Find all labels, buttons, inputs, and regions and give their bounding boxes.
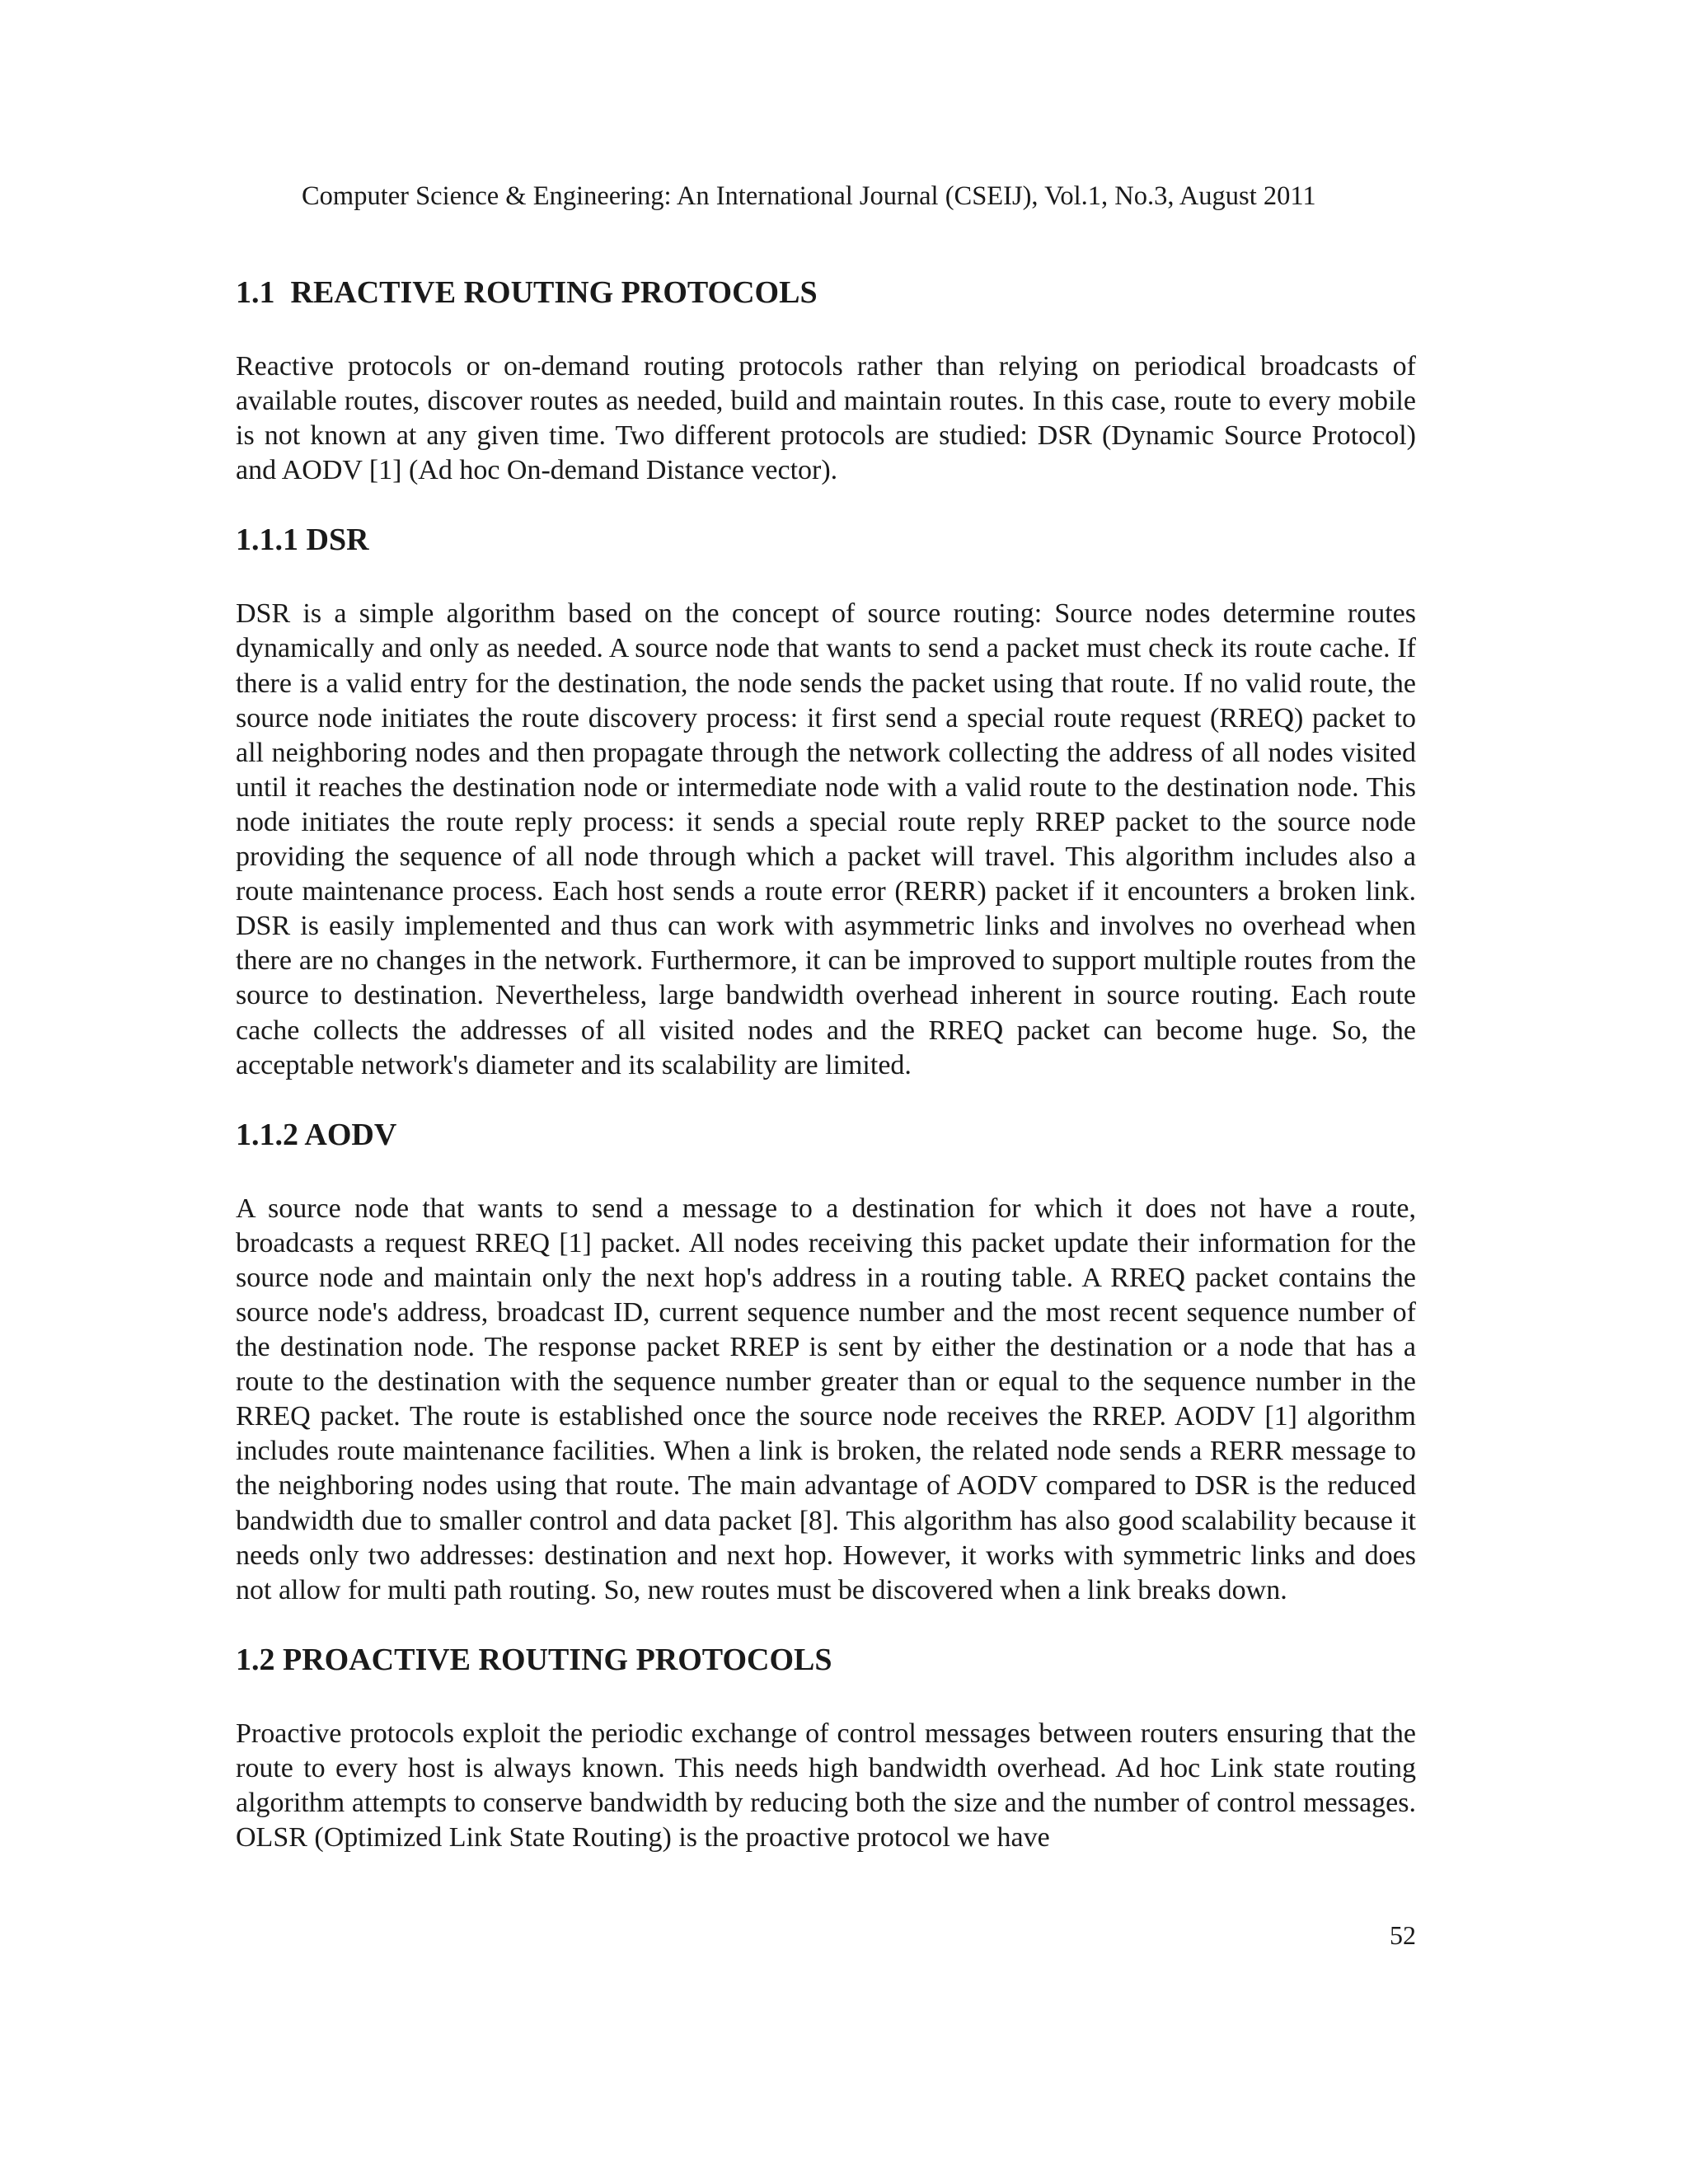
- section-heading-proactive-routing: 1.2 PROACTIVE ROUTING PROTOCOLS: [236, 1642, 832, 1677]
- subsection-heading-aodv: 1.1.2 AODV: [236, 1117, 397, 1152]
- page-content: [236, 265, 1416, 1855]
- section-heading-reactive-routing: 1.1 REACTIVE ROUTING PROTOCOLS: [236, 275, 818, 310]
- paragraph-aodv: A source node that wants to send a message to a destination for which it does not have a route, broadcasts a request RREQ [1] packet. All nodes receiving this packet update their information for the source node and maintain only the next hop's address in a routing table. A RREQ packet contains the source node's address, broadcast ID, current sequence number and the most recent sequence number of the destination node. The response packet RREP is sent by either the destination or a node that has a route to the destination with the sequence number greater than or equal to the sequence number in the RREQ packet. The route is established once the source node receives the RREP. AODV [1] algorithm includes route maintenance facilities. When a link is broken, the related node sends a RERR message to the neighboring nodes using that route. The main advantage of AODV compared to DSR is the reduced bandwidth due to smaller control and data packet [8]. This algorithm has also good scalability because it needs only two addresses: destination and next hop. However, it works with symmetric links and does not allow for multi path routing. So, new routes must be discovered when a link breaks down.: [236, 1193, 1416, 1605]
- paragraph-reactive-routing: Reactive protocols or on-demand routing protocols rather than relying on periodical broadcasts of available routes, discover routes as needed, build and maintain routes. In this case, route to every mobile is not known at any given time. Two different protocols are studied: DSR (Dynamic Source Protocol) and AODV [1] (Ad hoc On-demand Distance vector).: [236, 351, 1416, 486]
- page-number: 52: [1390, 1920, 1416, 1950]
- running-header: Computer Science & Engineering: An International Journal (CSEIJ), Vol.1, No.3, August 2011: [302, 181, 1316, 211]
- subsection-heading-dsr: 1.1.1 DSR: [236, 523, 369, 558]
- paragraph-proactive-routing: Proactive protocols exploit the periodic exchange of control messages between routers ensuring that the route to every host is always known. This needs high bandwidth overhead. Ad hoc Link state routing algorithm attempts to conserve bandwidth by reducing both the size and the number of control messages. OLSR (Optimized Link State Routing) is the proactive protocol we have: [236, 1718, 1416, 1854]
- paragraph-dsr: DSR is a simple algorithm based on the concept of source routing: Source nodes determine routes dynamically and only as needed. A source node that wants to send a packet must check its route cache. If there is a valid entry for the destination, the node sends the packet using that route. If no valid route, the source node initiates the route discovery process: it first send a special route request (RREQ) packet to all neighboring nodes and then propagate through the network collecting the address of all nodes visited until it reaches the destination node or intermediate node with a valid route to the destination node. This node initiates the route reply process: it sends a special route reply RREP packet to the source node providing the sequence of all node through which a packet will travel. This algorithm includes also a route maintenance process. Each host sends a route error (RERR) packet if it encounters a broken link. DSR is easily implemented and thus can work with asymmetric links and involves no overhead when there are no changes in the network. Furthermore, it can be improved to support multiple routes from the source to destination. Nevertheless, large bandwidth overhead inherent in source routing. Each route cache collects the addresses of all visited nodes and the RREQ packet can become huge. So, the acceptable network's diameter and its scalability are limited.: [236, 598, 1416, 1080]
